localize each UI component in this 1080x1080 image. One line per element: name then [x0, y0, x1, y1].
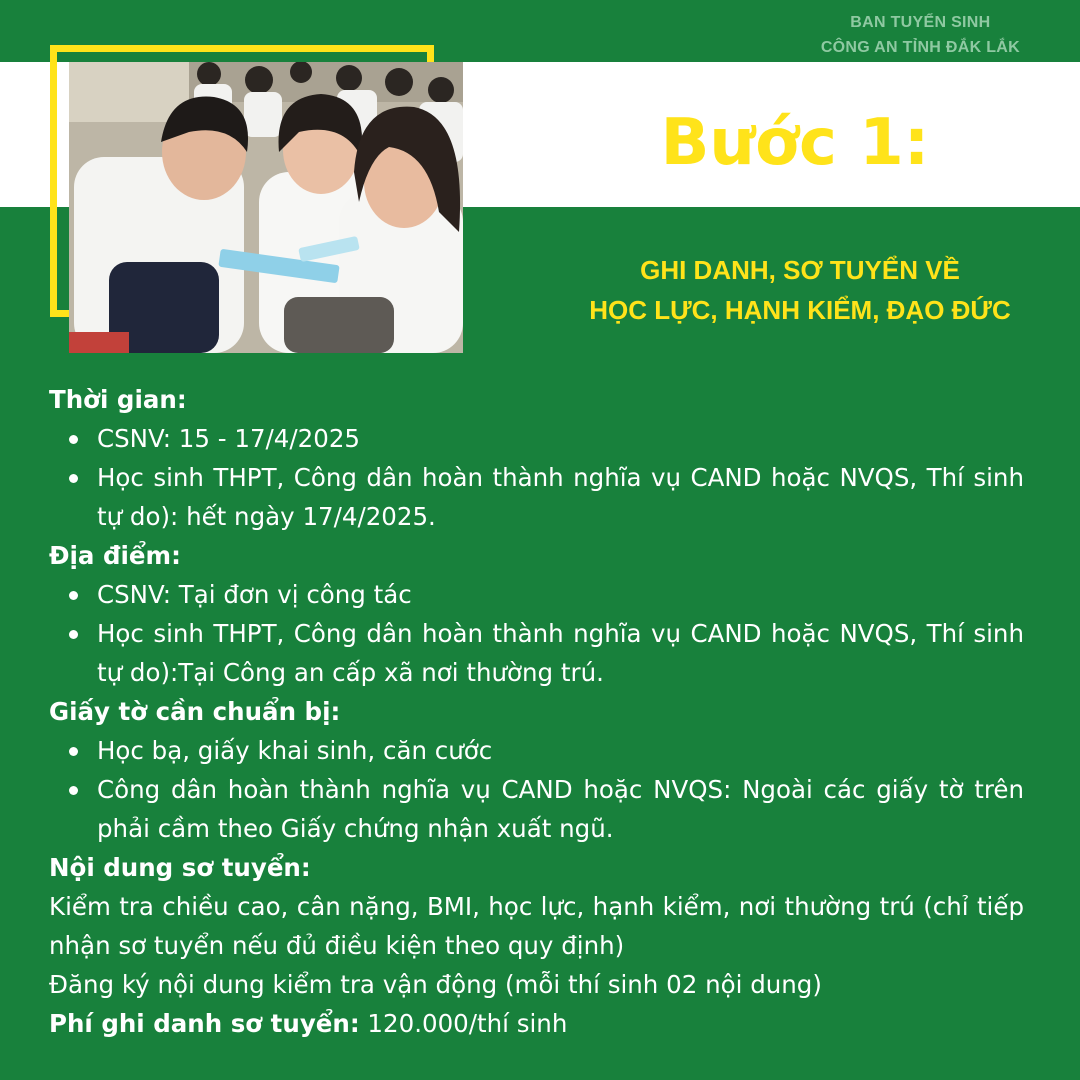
list-item: Học sinh THPT, Công dân hoàn thành nghĩa vụ CAND hoặc NVQS, Thí sinh tự do):Tại Công an cấp xã nơi thường trú. — [97, 614, 1024, 692]
step-title: Bước 1: — [660, 106, 930, 180]
place-list — [49, 575, 1024, 692]
screening-paragraph-1: Kiểm tra chiều cao, cân nặng, BMI, học lực, hạnh kiểm, nơi thường trú (chỉ tiếp nhận sơ tuyển nếu đủ điều kiện theo quy định) — [49, 892, 1024, 960]
list-item: Công dân hoàn thành nghĩa vụ CAND hoặc NVQS: Ngoài các giấy tờ trên phải cầm theo Giấy chứng nhận xuất ngũ. — [97, 770, 1024, 848]
list-item: CSNV: 15 - 17/4/2025 — [97, 419, 1024, 458]
step-subtitle-line-2: HỌC LỰC, HẠNH KIỂM, ĐẠO ĐỨC — [589, 295, 1011, 325]
organization-line-1: BAN TUYỂN SINH — [850, 14, 991, 31]
organization-line-2: CÔNG AN TỈNH ĐẮK LẮK — [820, 39, 1020, 56]
fee-label: Phí ghi danh sơ tuyển: — [49, 1009, 360, 1038]
documents-heading: Giấy tờ cần chuẩn bị: — [49, 697, 341, 726]
content-body — [49, 380, 1024, 1043]
screening-paragraph-2: Đăng ký nội dung kiểm tra vận động (mỗi thí sinh 02 nội dung) — [49, 970, 822, 999]
step-subtitle — [560, 250, 1040, 330]
fee-value: 120.000/thí sinh — [359, 1009, 568, 1038]
organization-name — [821, 10, 1020, 60]
place-heading: Địa điểm: — [49, 541, 181, 570]
step-subtitle-line-1: GHI DANH, SƠ TUYỂN VỀ — [640, 255, 960, 285]
documents-list — [49, 731, 1024, 848]
list-item: CSNV: Tại đơn vị công tác — [97, 575, 1024, 614]
students-photo — [69, 62, 463, 353]
screening-heading: Nội dung sơ tuyển: — [49, 853, 311, 882]
fee-line — [49, 1004, 1024, 1043]
list-item: Học bạ, giấy khai sinh, căn cước — [97, 731, 1024, 770]
list-item: Học sinh THPT, Công dân hoàn thành nghĩa vụ CAND hoặc NVQS, Thí sinh tự do): hết ngày 17/4/2025. — [97, 458, 1024, 536]
time-list — [49, 419, 1024, 536]
time-heading: Thời gian: — [49, 385, 187, 414]
